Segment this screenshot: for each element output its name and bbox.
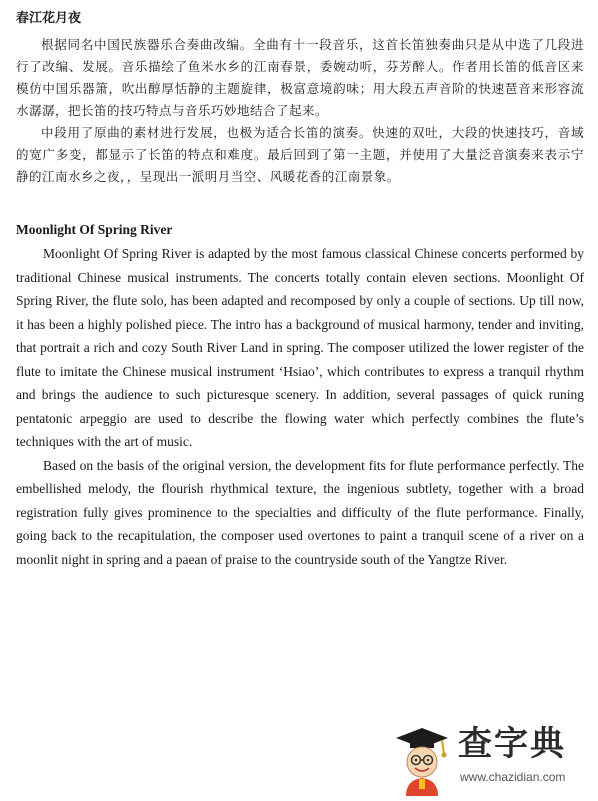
english-paragraph-2: Based on the basis of the original version, the development fits for flute performance perfectly. The embellished melody, the flourish rhythmical texture, the ingenious subtlety, together with a broad registration fully gives prominence to the specialties and difficulty of the flute performance. Finally, going back to the recapitulation, the composer used overtones to paint a tranquil scene of a river on a moonlit night in spring and a paean of praise to the countryside south of the Yangtze River. bbox=[16, 457, 584, 567]
site-watermark bbox=[392, 722, 592, 796]
document-page bbox=[16, 10, 584, 571]
chinese-title: 春江花月夜 bbox=[16, 11, 82, 26]
english-paragraph-1: Moonlight Of Spring River is adapted by the most famous classical Chinese concerts performed by traditional Chinese musical instruments. The concerts totally contain eleven sections. Moonlight Of Spring River, the flute solo, has been adapted and recomposed by only a couple of sections. Up till now, it has been a highly polished piece. The intro has a background of musical harmony, tender and inviting, that portrait a rich and cozy South River Land in spring. The composer utilized the lower register of the flute to imitate the Chinese musical instrument ‘Hsiao’, which contributes to express a tranquil rhythm and brings the audience to such picturesque scenery. In addition, several passages of quick runing pentatonic arpeggio are used to describe the flowing water which perfectly combines the flute’s techniques with the art of music. bbox=[16, 246, 584, 449]
watermark-url[interactable]: www.chazidian.com bbox=[460, 770, 566, 784]
english-title: Moonlight Of Spring River bbox=[16, 222, 173, 237]
chinese-paragraph-1: 根据同名中国民族器乐合奏曲改编。全曲有十一段音乐，这首长笛独奏曲只是从中选了几段进行了改编、发展。音乐描绘了鱼米水乡的江南春景，委婉动听，芬芳醉人。作者用长笛的低音区来模仿中国乐器箫，吹出醇厚恬静的主题旋律，极富意境韵味；用大段五声音阶的快速琶音来形容流水潺潺，把长笛的技巧特点与音乐巧妙地结合了起来。 bbox=[16, 37, 584, 118]
chinese-paragraph-2: 中段用了原曲的素材进行发展，也极为适合长笛的演奏。快速的双吐，大段的快速技巧，音域的宽广多变，都显示了长笛的特点和难度。最后回到了第一主题，并使用了大量泛音演奏来表示宁静的江南水乡之夜，，呈现出一派明月当空、风暖花香的江南景象。 bbox=[16, 125, 584, 184]
watermark-brand: 查字典 bbox=[458, 724, 566, 764]
graduate-mascot-icon bbox=[392, 722, 452, 796]
